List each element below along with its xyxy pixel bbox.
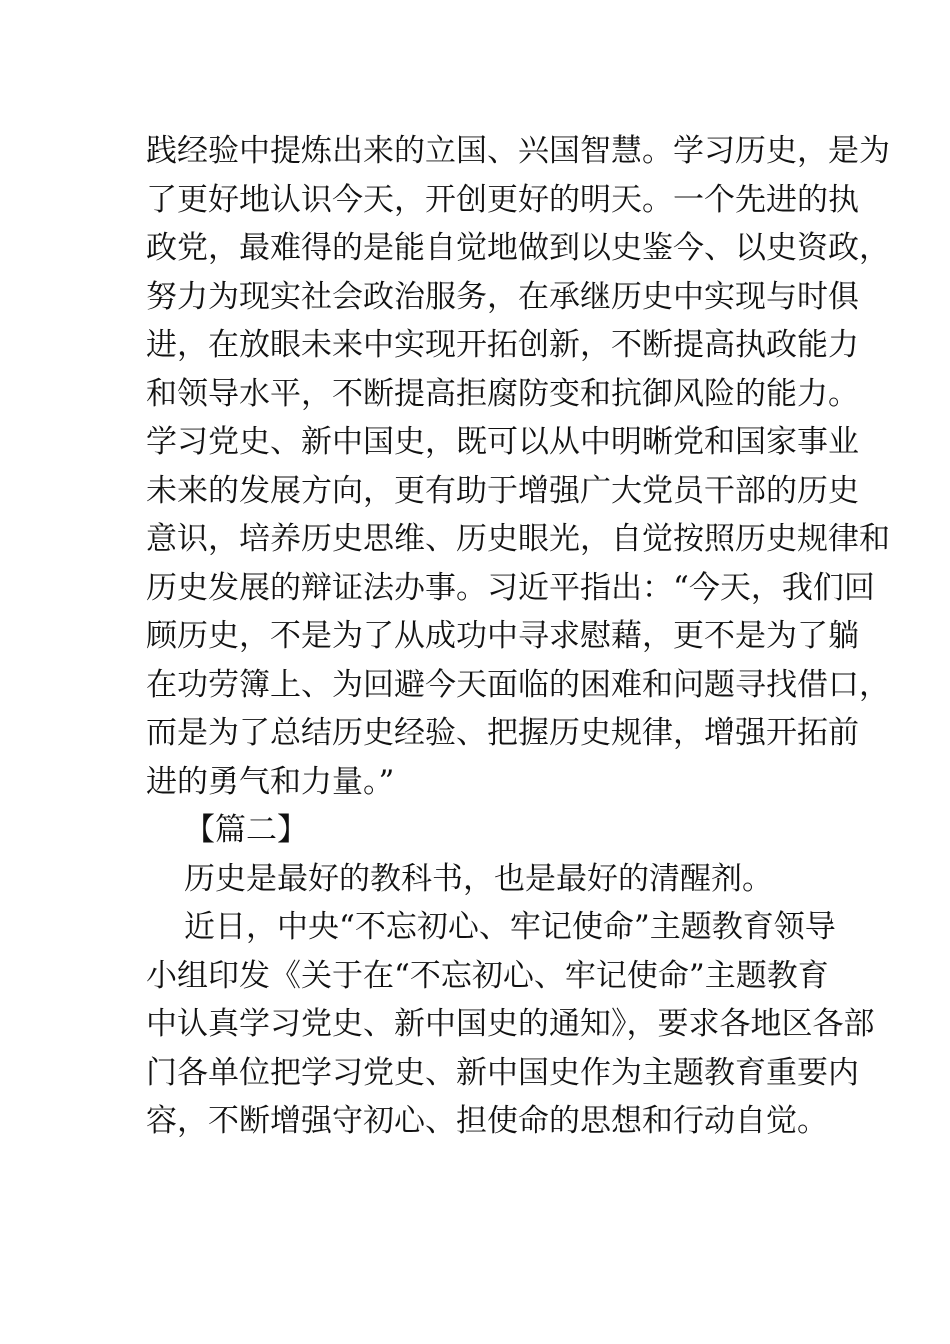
- text-line: 门各单位把学习党史、新中国史作为主题教育重要内: [146, 1054, 859, 1091]
- text-line: 和领导水平，不断提高拒腐防变和抗御风险的能力。: [146, 375, 859, 412]
- text-line: 学习党史、新中国史，既可以从中明晰党和国家事业: [146, 424, 859, 460]
- text-line: 而是为了总结历史经验、把握历史规律，增强开拓前: [146, 715, 859, 751]
- text-line: 未来的发展方向，更有助于增强广大党员干部的历史: [146, 472, 859, 509]
- text-line: 了更好地认识今天，开创更好的明天。一个先进的执: [146, 181, 859, 218]
- body-text: [146, 127, 890, 1146]
- section-heading: 【篇二】: [184, 812, 308, 848]
- text-line: 容，不断增强守初心、担使命的思想和行动自觉。: [146, 1103, 828, 1139]
- text-line: 历史是最好的教科书，也是最好的清醒剂。: [184, 860, 773, 897]
- text-line: 进的勇气和力量。”: [146, 763, 395, 800]
- text-line: 中认真学习党史、新中国史的通知》，要求各地区各部: [146, 1006, 875, 1042]
- text-line: 顾历史，不是为了从成功中寻求慰藉，更不是为了躺: [146, 618, 859, 654]
- text-line: 进，在放眼未来中实现开拓创新，不断提高执政能力: [146, 327, 859, 363]
- text-line: 近日，中央“不忘初心、牢记使命”主题教育领导: [184, 909, 836, 945]
- text-line: 政党，最难得的是能自觉地做到以史鉴今、以史资政，: [146, 230, 890, 266]
- text-line: 在功劳簿上、为回避今天面临的困难和问题寻找借口，: [146, 666, 890, 703]
- text-line: 意识，培养历史思维、历史眼光，自觉按照历史规律和: [146, 521, 890, 557]
- text-line: 践经验中提炼出来的立国、兴国智慧。学习历史，是为: [146, 133, 890, 169]
- text-line: 历史发展的辩证法办事。习近平指出：“今天，我们回: [146, 569, 875, 606]
- text-line: 努力为现实社会政治服务，在承继历史中实现与时俱: [146, 278, 859, 315]
- text-line: 小组印发《关于在“不忘初心、牢记使命”主题教育: [146, 957, 829, 994]
